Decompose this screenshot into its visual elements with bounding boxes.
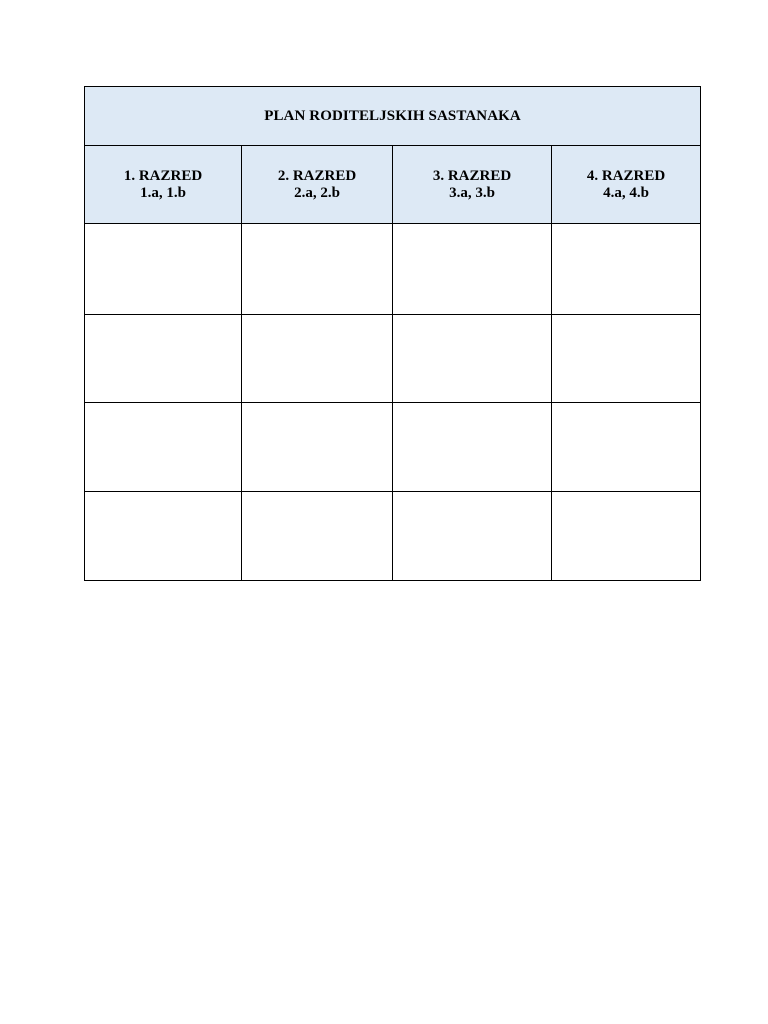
table-cell[interactable] — [242, 492, 393, 581]
table-cell[interactable] — [552, 403, 701, 492]
grade-label: 2. RAZRED — [277, 167, 357, 184]
header-row — [85, 146, 701, 224]
grade-label: 3. RAZRED — [432, 167, 512, 184]
table-cell[interactable] — [393, 224, 552, 315]
table-title: PLAN RODITELJSKIH SASTANAKA — [85, 87, 701, 146]
class-list: 1.a, 1.b — [140, 184, 186, 201]
meetings-plan-table — [84, 86, 701, 581]
column-header-grade-4 — [552, 146, 701, 224]
table-cell[interactable] — [242, 224, 393, 315]
table-cell[interactable] — [242, 315, 393, 403]
table-row — [85, 403, 701, 492]
table-cell[interactable] — [85, 315, 242, 403]
column-header-grade-3 — [393, 146, 552, 224]
table-row — [85, 224, 701, 315]
table-cell[interactable] — [393, 403, 552, 492]
class-list: 2.a, 2.b — [294, 184, 340, 201]
column-header-grade-1 — [85, 146, 242, 224]
table-cell[interactable] — [393, 315, 552, 403]
title-row — [85, 87, 701, 146]
table-cell[interactable] — [85, 403, 242, 492]
table-row — [85, 492, 701, 581]
table-cell[interactable] — [85, 492, 242, 581]
column-header-grade-2 — [242, 146, 393, 224]
grade-label: 4. RAZRED — [586, 167, 666, 184]
grade-label: 1. RAZRED — [123, 167, 203, 184]
table-cell[interactable] — [552, 492, 701, 581]
table-cell[interactable] — [85, 224, 242, 315]
table-cell[interactable] — [393, 492, 552, 581]
table-cell[interactable] — [242, 403, 393, 492]
table-cell[interactable] — [552, 315, 701, 403]
table-row — [85, 315, 701, 403]
table-cell[interactable] — [552, 224, 701, 315]
class-list: 3.a, 3.b — [449, 184, 495, 201]
class-list: 4.a, 4.b — [603, 184, 649, 201]
